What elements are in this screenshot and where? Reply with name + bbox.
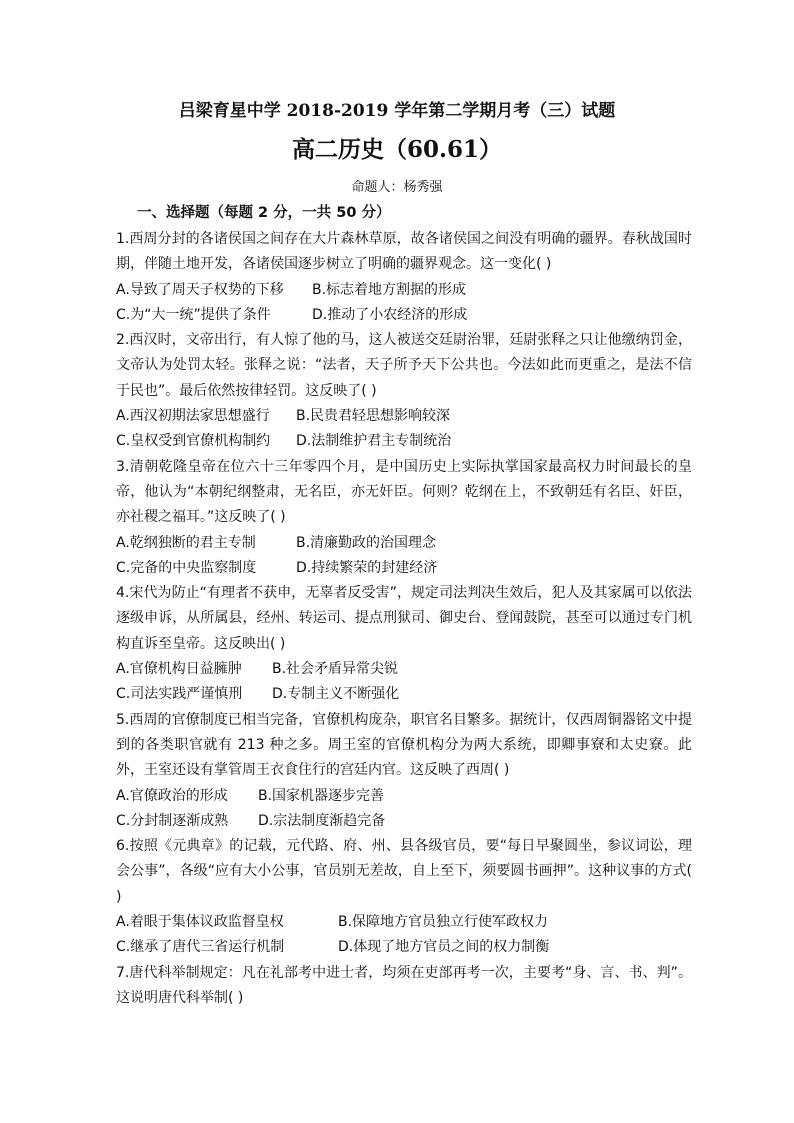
option-c: C.继承了唐代三省运行机制 (116, 939, 285, 956)
option-b: B.民贵君轻思想影响较深 (296, 408, 451, 425)
question-7 (116, 961, 692, 1012)
option-row (116, 278, 692, 303)
option-row (116, 556, 692, 581)
section-heading: 一、选择题（每题 2 分，一共 50 分） (137, 205, 391, 221)
exam-author: 命题人：杨秀强 (351, 180, 443, 195)
option-c: C.完备的中央监察制度 (116, 559, 257, 576)
exam-subtitle: 高二历史（60.61） (291, 136, 503, 163)
option-c: C.皇权受到官僚机构制约 (116, 433, 271, 450)
question-stem: 5.西周的官僚制度已相当完备，官僚机构庞杂，职官名目繁多。据统计，仅西周铜器铭文中提到的各类职官就有 213 种之多。周王室的官僚机构分为两大系统，即卿事寮和太史寮。此外，王室还设有掌管周王衣食住行的宫廷内官。这反映了西周( ) (116, 711, 692, 779)
question-4 (116, 581, 692, 707)
option-b: B.保障地方官员独立行使军政权力 (338, 914, 549, 931)
option-row (116, 935, 692, 960)
question-3 (116, 455, 692, 581)
question-stem: 2.西汉时，文帝出行，有人惊了他的马，这人被送交廷尉治罪，廷尉张释之只让他缴纳罚金，文帝认为处罚太轻。张释之说：“法者，天子所予天下公共也。今法如此而更重之，是法不信于民也”。最后依然按律轻罚。这反映了( ) (116, 332, 692, 399)
question-1 (116, 227, 692, 328)
question-stem: 1.西周分封的各诸侯国之间存在大片森林草原，故各诸侯国之间没有明确的疆界。春秋战国时期，伴随土地开发，各诸侯国逐步树立了明确的疆界观念。这一变化( ) (116, 231, 692, 273)
option-row (116, 531, 692, 556)
question-stem: 6.按照《元典章》的记载，元代路、府、州、县各级官员，要“每日早聚圆坐，参议词讼，理会公事”，各级“应有大小公事，官员别无差故，自上至下，须要圆书画押”。这种议事的方式( ) (116, 838, 692, 905)
option-row (116, 784, 692, 809)
option-row (116, 404, 692, 429)
option-b: B.标志着地方割据的形成 (312, 281, 467, 298)
option-c: C.司法实践严谨慎刑 (116, 686, 243, 703)
option-c: C.分封制逐渐成熟 (116, 812, 229, 829)
option-a: A.导致了周天子权势的下移 (116, 281, 284, 298)
option-row (116, 809, 692, 834)
option-a: A.着眼于集体议政监督皇权 (116, 914, 284, 931)
option-a: A.官僚政治的形成 (116, 787, 228, 804)
option-d: D.专制主义不断强化 (272, 686, 400, 703)
option-a: A.西汉初期法家思想盛行 (116, 408, 270, 425)
question-stem: 7.唐代科举制规定：凡在礼部考中进士者，均须在吏部再考一次，主要考“身、言、书、判”。这说明唐代科举制( ) (116, 964, 692, 1006)
option-row (116, 682, 692, 707)
option-b: B.国家机器逐步完善 (258, 787, 385, 804)
option-a: A.乾纲独断的君主专制 (116, 534, 256, 551)
option-d: D.宗法制度渐趋完备 (258, 812, 386, 829)
option-c: C.为“大一统”提供了条件 (116, 306, 271, 323)
option-row (116, 429, 692, 454)
option-a: A.官僚机构日益臃肿 (116, 661, 242, 678)
option-d: D.推动了小农经济的形成 (312, 306, 468, 323)
question-5 (116, 708, 692, 834)
option-b: B.清廉勤政的治国理念 (296, 534, 437, 551)
question-2 (116, 328, 692, 454)
question-6 (116, 834, 692, 960)
option-row (116, 303, 692, 328)
option-d: D.体现了地方官员之间的权力制衡 (338, 939, 550, 956)
option-d: D.法制维护君主专制统治 (296, 433, 452, 450)
option-row (116, 657, 692, 682)
option-d: D.持续繁荣的封建经济 (296, 559, 438, 576)
question-stem: 3.清朝乾隆皇帝在位六十三年零四个月，是中国历史上实际执掌国家最高权力时间最长的皇帝，他认为“本朝纪纲整肃，无名臣，亦无奸臣。何则？乾纲在上，不致朝廷有名臣、奸臣，亦社稷之福耳。”这反映了( ) (116, 458, 692, 526)
option-row (116, 910, 692, 935)
exam-title: 吕梁育星中学 2018-2019 学年第二学期月考（三）试题 (178, 101, 616, 121)
question-list (116, 227, 692, 1011)
option-b: B.社会矛盾异常尖锐 (272, 661, 399, 678)
question-stem: 4.宋代为防止“有理者不获申，无辜者反受害”，规定司法判决生效后，犯人及其家属可以依法逐级申诉，从所属县，经州、转运司、提点刑狱司、御史台、登闻鼓院，甚至可以通过专门机构直诉至皇帝。这反映出( ) (116, 585, 692, 652)
